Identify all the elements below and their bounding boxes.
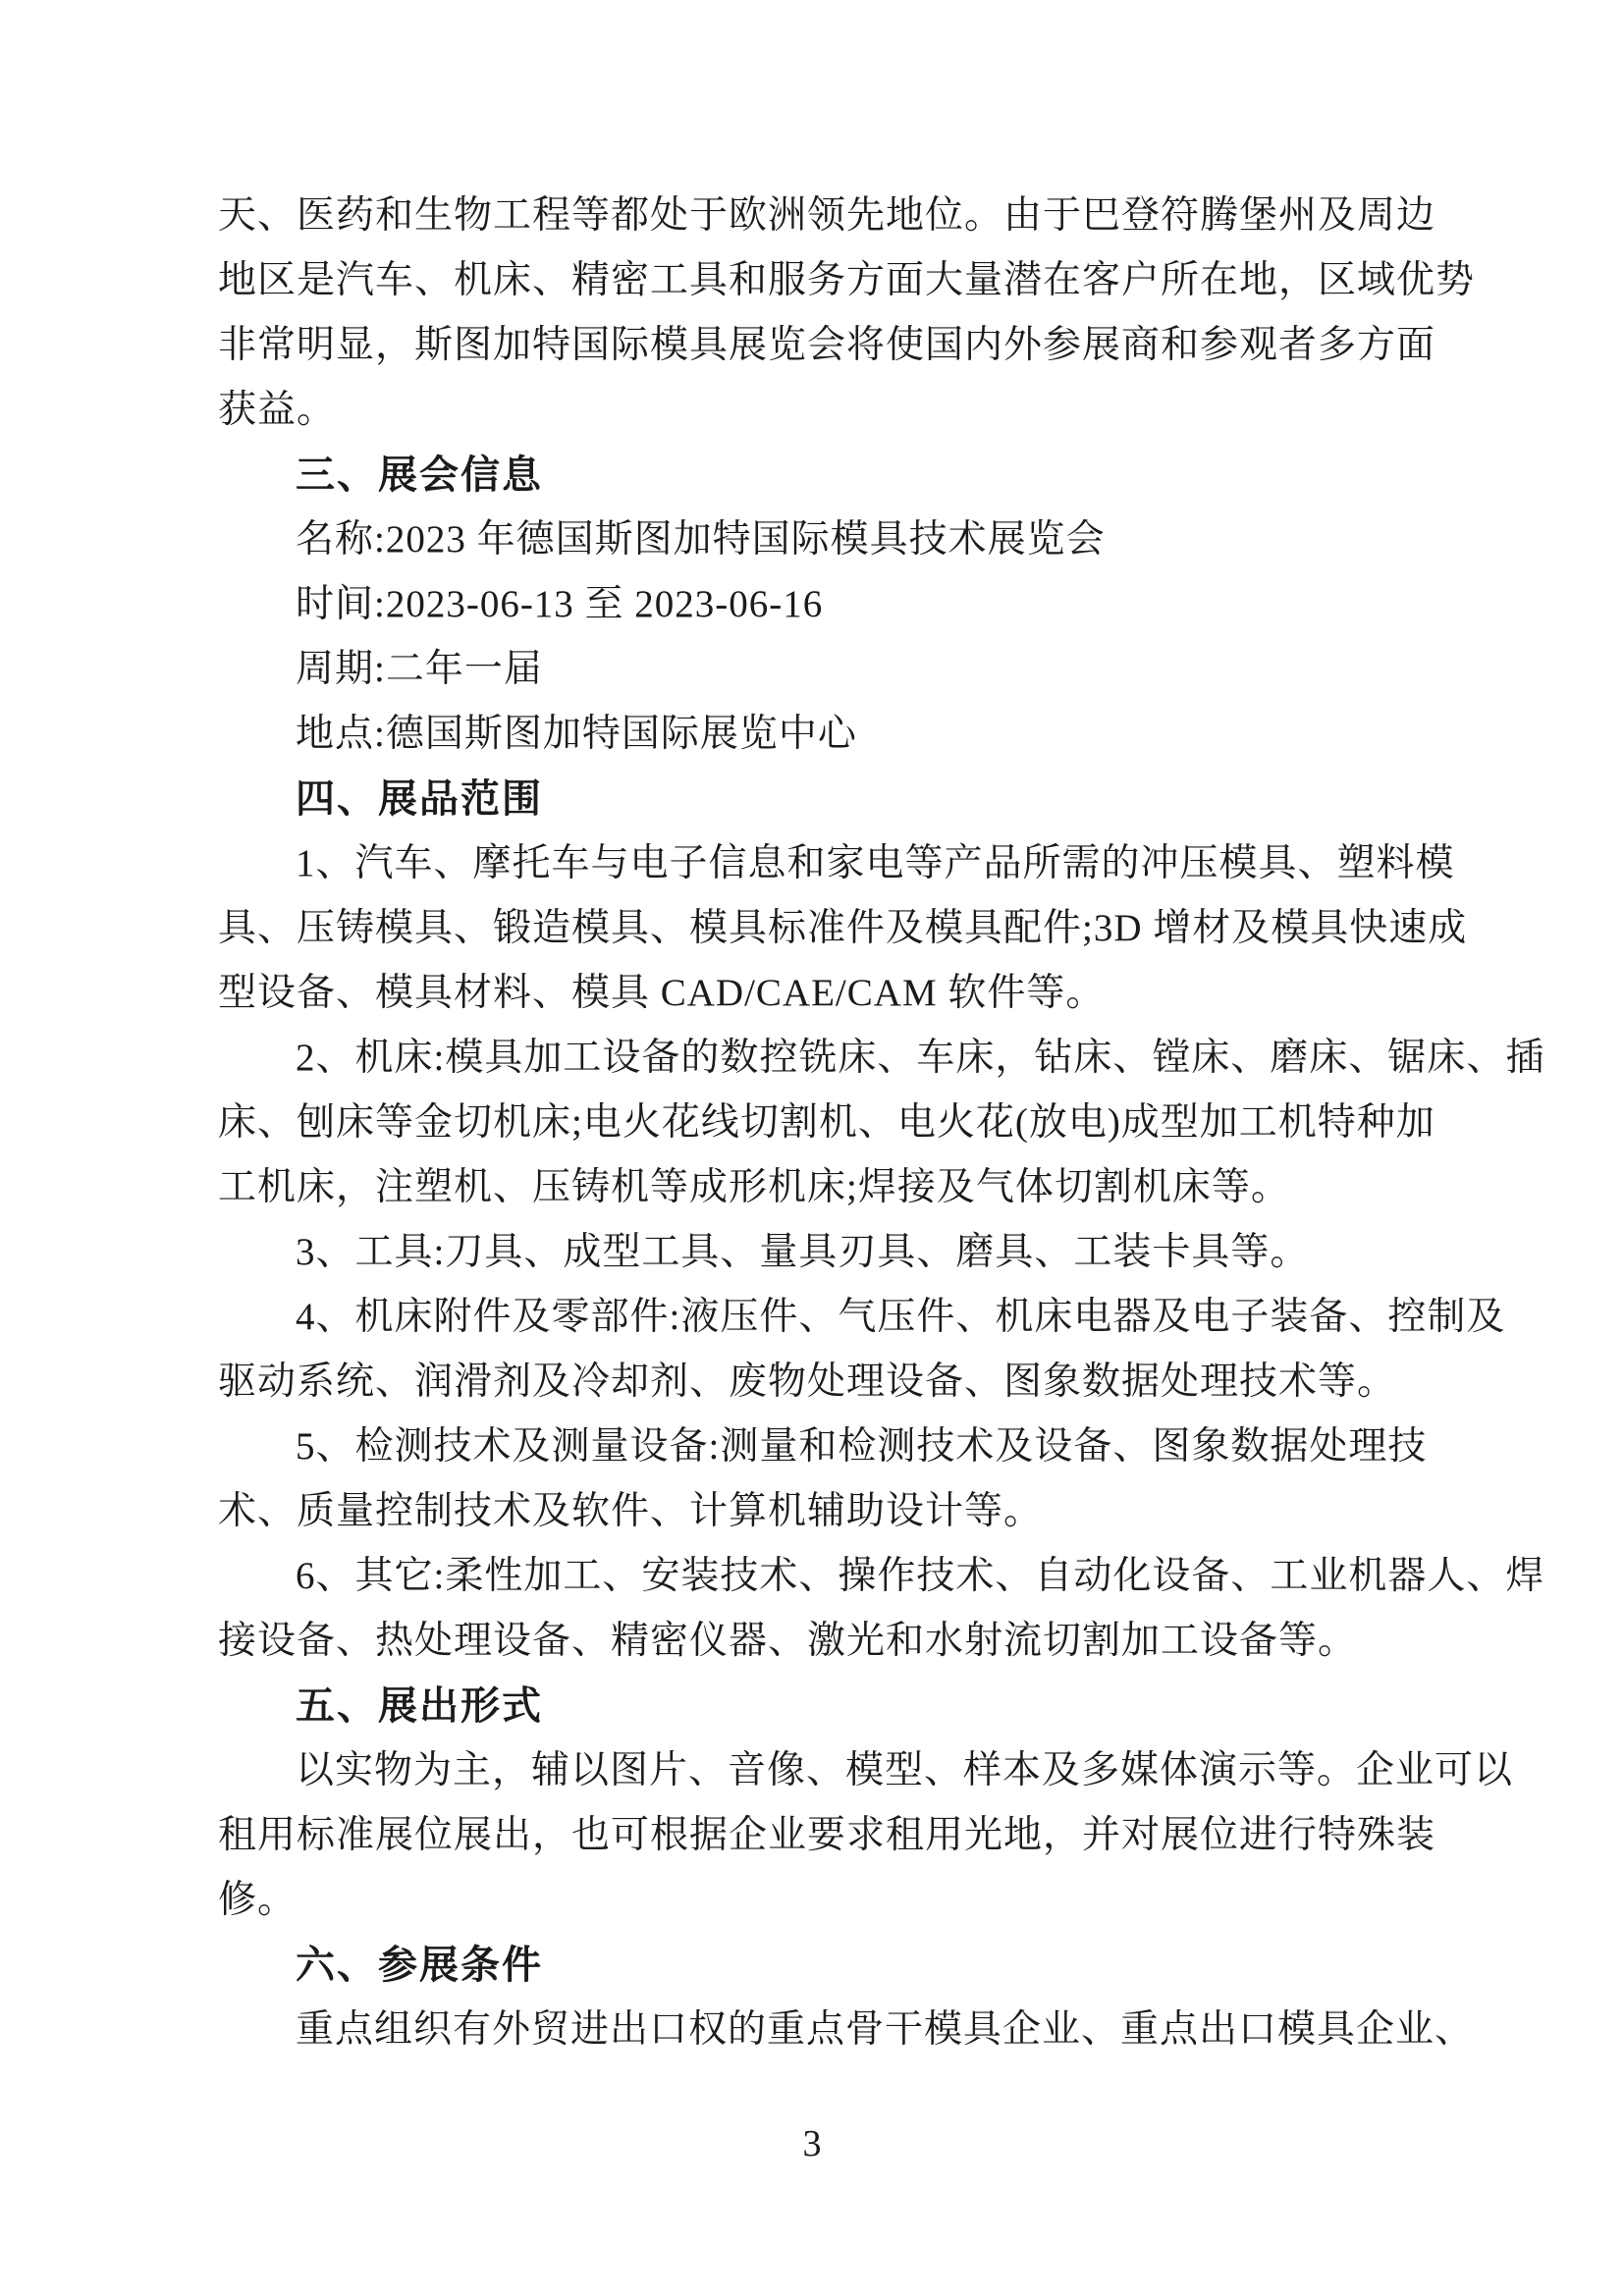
text-line: 修。 xyxy=(218,1879,298,1921)
text-line: 3、工具:刀具、成型工具、量具刃具、磨具、工装卡具等。 xyxy=(296,1231,1310,1273)
text-line: 驱动系统、润滑剂及冷却剂、废物处理设备、图象数据处理技术等。 xyxy=(218,1361,1397,1403)
text-line: 1、汽车、摩托车与电子信息和家电等产品所需的冲压模具、塑料模 xyxy=(296,842,1455,884)
text-line: 租用标准展位展出，也可根据企业要求租用光地，并对展位进行特殊装 xyxy=(218,1814,1436,1856)
text-line: 术、质量控制技术及软件、计算机辅助设计等。 xyxy=(218,1490,1044,1532)
text-line: 周期:二年一届 xyxy=(296,648,543,690)
text-line: 以实物为主，辅以图片、音像、模型、样本及多媒体演示等。企业可以 xyxy=(296,1749,1514,1791)
section-heading: 六、参展条件 xyxy=(296,1944,543,1987)
text-line: 工机床，注塑机、压铸机等成形机床;焊接及气体切割机床等。 xyxy=(218,1166,1290,1208)
text-line: 4、机床附件及零部件:液压件、气压件、机床电器及电子装备、控制及 xyxy=(296,1296,1506,1338)
text-line: 2、机床:模具加工设备的数控铣床、车床，钻床、镗床、磨床、锯床、插 xyxy=(296,1037,1545,1079)
page-number: 3 xyxy=(802,2123,822,2164)
text-line: 5、检测技术及测量设备:测量和检测技术及设备、图象数据处理技 xyxy=(296,1425,1428,1468)
text-line: 床、刨床等金切机床;电火花线切割机、电火花(放电)成型加工机特种加 xyxy=(218,1101,1435,1144)
text-line: 地点:德国斯图加特国际展览中心 xyxy=(296,713,857,755)
text-line: 6、其它:柔性加工、安装技术、操作技术、自动化设备、工业机器人、焊 xyxy=(296,1555,1545,1597)
section-heading: 五、展出形式 xyxy=(296,1684,543,1728)
text-line: 具、压铸模具、锻造模具、模具标准件及模具配件;3D 增材及模具快速成 xyxy=(218,907,1468,949)
text-line: 天、医药和生物工程等都处于欧洲领先地位。由于巴登符腾堡州及周边 xyxy=(218,194,1436,237)
text-line: 名称:2023 年德国斯图加特国际模具技术展览会 xyxy=(296,518,1106,561)
text-line: 非常明显，斯图加特国际模具展览会将使国内外参展商和参观者多方面 xyxy=(218,324,1436,366)
text-line: 地区是汽车、机床、精密工具和服务方面大量潜在客户所在地，区域优势 xyxy=(218,259,1476,301)
text-line: 接设备、热处理设备、精密仪器、激光和水射流切割加工设备等。 xyxy=(218,1620,1358,1662)
text-line: 型设备、模具材料、模具 CAD/CAE/CAM 软件等。 xyxy=(218,972,1106,1014)
text-line: 获益。 xyxy=(218,389,337,431)
section-heading: 四、展品范围 xyxy=(296,777,543,821)
text-line: 时间:2023-06-13 至 2023-06-16 xyxy=(296,583,824,625)
section-heading: 三、展会信息 xyxy=(296,454,543,497)
text-line: 重点组织有外贸进出口权的重点骨干模具企业、重点出口模具企业、 xyxy=(296,2008,1475,2051)
